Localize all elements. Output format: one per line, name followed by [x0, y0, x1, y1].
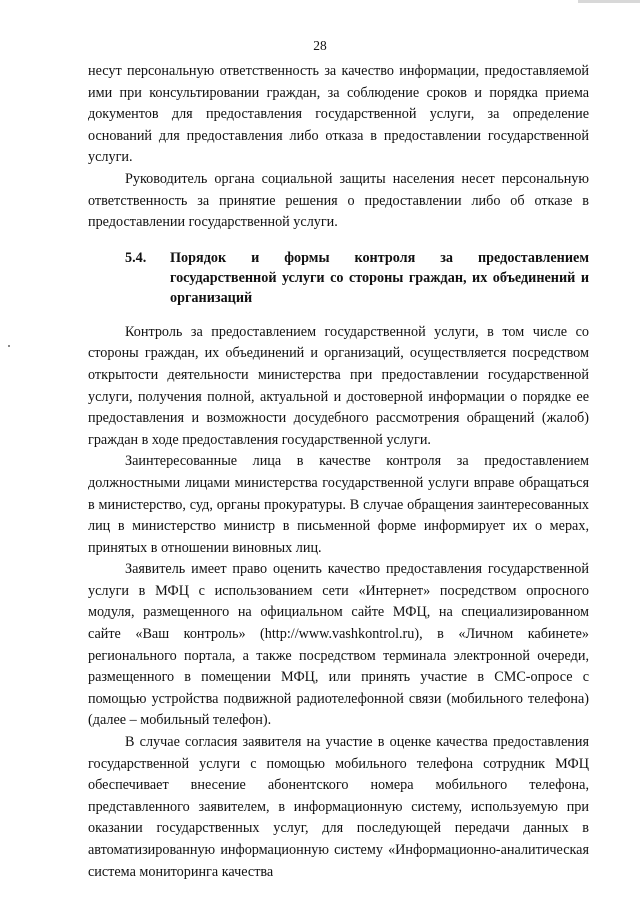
- paragraph: Заинтересованные лица в качестве контроля за предоставлением должностными лицами министерства государственной услуги вправе обращаться в министерство, суд, органы прокуратуры. В случае обращения заинтересованных лиц в министерство министр в письменной форме информирует их о мерах, принятых в отношении виновных лиц.: [88, 453, 589, 556]
- paragraph: Заявитель имеет право оценить качество предоставления государственной услуги в МФЦ с использованием сети «Интернет» посредством опросного модуля, размещенного на официальном сайте МФЦ, на специализированном сайте «Ваш контроль» (http://www.vashkontrol.ru), в «Личном кабинете» регионального портала, а также посредством терминала электронной очереди, размещенного в помещении МФЦ, или принять участие в СМС-опросе с помощью устройства подвижной радиотелефонной связи (мобильного телефона) (далее – мобильный телефон).: [88, 561, 589, 729]
- section-title: Порядок и формы контроля за предоставлением государственной услуги со стороны граждан, их объединений и организаций: [170, 249, 589, 306]
- paragraph: Руководитель органа социальной защиты населения несет персональную ответственность за принятие решения о предоставлении либо об отказе в предоставлении государственной услуги.: [88, 170, 589, 231]
- document-body: [88, 61, 589, 883]
- section-heading: [88, 248, 589, 308]
- paragraph: В случае согласия заявителя на участие в оценке качества предоставления государственной услуги с помощью мобильного телефона сотрудник МФЦ обеспечивает внесение абонентского номера мобильного телефона, представленного заявителем, в информационную систему, используемую при оказании государственных услуг, для последующей передачи данных в автоматизированную информационную систему «Информационно-аналитическая система мониторинга качества: [88, 734, 589, 880]
- page-number: 28: [313, 38, 327, 53]
- scan-edge-mark: [578, 0, 640, 3]
- section-number: 5.4.: [125, 249, 147, 266]
- paragraph: Контроль за предоставлением государственной услуги, в том числе со стороны граждан, их объединений и организаций, осуществляется посредством открытости деятельности министерства при предоставлении государственной услуги, получения полной, актуальной и достоверной информации о порядке ее предоставления и возможности досудебного рассмотрения обращений (жалоб) граждан в ходе предоставления государственной услуги.: [88, 323, 589, 448]
- margin-dot: [8, 345, 10, 347]
- paragraph-continued: несут персональную ответственность за качество информации, предоставляемой ими при консультировании граждан, за соблюдение сроков и порядка приема документов для предоставления государственной услуги, за определение оснований для предоставления либо отказа в предоставлении государственной услуги.: [88, 63, 589, 166]
